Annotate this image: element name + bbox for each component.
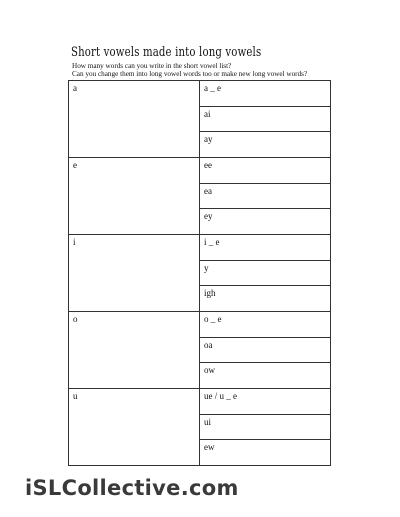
short-vowel-label: u <box>73 391 78 401</box>
long-vowel-label: o _ e <box>204 314 222 324</box>
short-vowel-label: i <box>73 237 76 247</box>
long-vowel-label: ee <box>204 160 212 170</box>
long-vowel-label: a _ e <box>204 83 221 93</box>
vowel-row-u <box>69 389 330 465</box>
short-vowel-cell[interactable] <box>69 81 200 157</box>
long-vowel-label: ew <box>204 442 215 452</box>
vowel-row-o <box>69 312 330 389</box>
long-vowel-cell[interactable] <box>200 286 330 311</box>
long-vowel-label: i _ e <box>204 237 220 247</box>
long-vowel-cell[interactable] <box>200 209 330 234</box>
short-vowel-cell[interactable] <box>69 235 200 311</box>
long-vowel-cell[interactable] <box>200 440 330 465</box>
vowel-row-i <box>69 235 330 312</box>
long-vowel-label: igh <box>204 288 216 298</box>
vowel-row-a <box>69 81 330 158</box>
vowel-table <box>68 80 331 466</box>
vowel-row-e <box>69 158 330 235</box>
long-vowel-cell[interactable] <box>200 363 330 388</box>
long-vowel-label: ea <box>204 186 212 196</box>
long-vowel-label: ui <box>204 417 212 427</box>
instruction-line-2: Can you change them into long vowel words too or make new long vowel words? <box>72 70 308 78</box>
long-vowel-cell[interactable] <box>200 132 330 157</box>
short-vowel-cell[interactable] <box>69 389 200 465</box>
long-vowel-cell[interactable] <box>200 338 330 363</box>
long-vowel-cell[interactable] <box>200 312 330 338</box>
short-vowel-label: o <box>73 314 78 324</box>
long-vowel-cell[interactable] <box>200 184 330 209</box>
short-vowel-label: a <box>73 83 77 93</box>
long-vowel-label: ow <box>204 365 215 375</box>
long-vowel-cell[interactable] <box>200 389 330 415</box>
long-vowel-cell[interactable] <box>200 81 330 107</box>
long-vowel-label: ey <box>204 211 213 221</box>
short-vowel-cell[interactable] <box>69 312 200 388</box>
long-vowel-label: ue / u _ e <box>204 391 237 401</box>
short-vowel-cell[interactable] <box>69 158 200 234</box>
long-vowel-cell[interactable] <box>200 261 330 286</box>
long-vowel-cell[interactable] <box>200 235 330 261</box>
long-vowel-label: ai <box>204 109 211 119</box>
worksheet-title: Short vowels made into long vowels <box>71 45 262 60</box>
long-vowel-label: oa <box>204 340 213 350</box>
short-vowel-label: e <box>73 160 77 170</box>
site-watermark: iSLCollective.com <box>25 476 239 500</box>
long-vowel-label: y <box>204 263 209 273</box>
long-vowel-cell[interactable] <box>200 107 330 132</box>
long-vowel-cell[interactable] <box>200 415 330 440</box>
long-vowel-label: ay <box>204 134 213 144</box>
instruction-line-1: How many words can you write in the short vowel list? <box>72 62 232 70</box>
long-vowel-cell[interactable] <box>200 158 330 184</box>
